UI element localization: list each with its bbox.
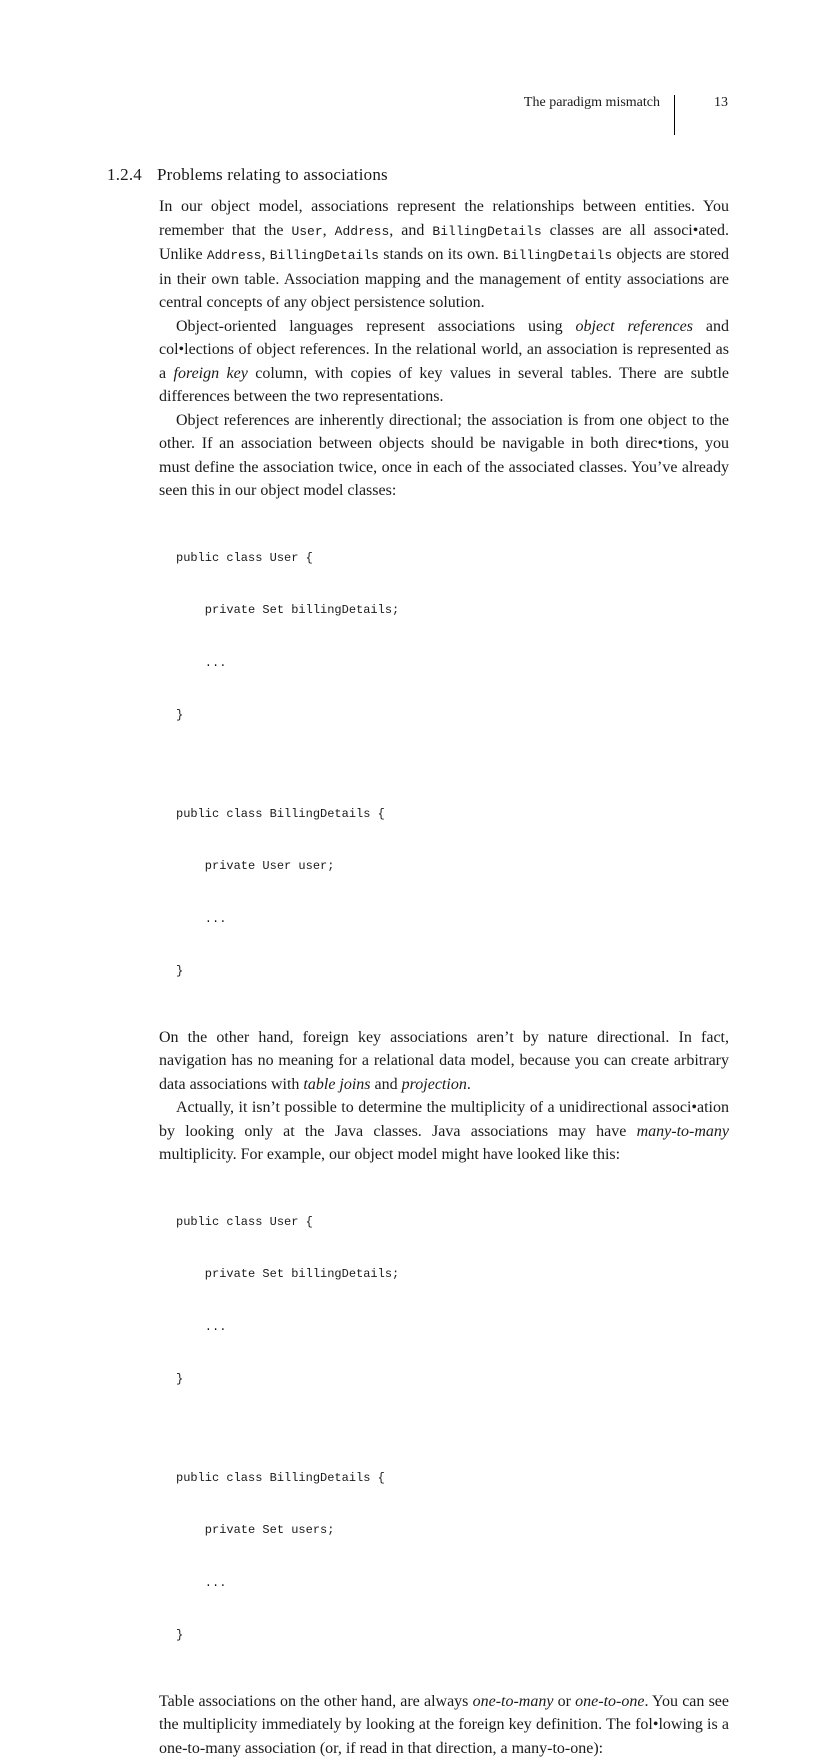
text-run: . You can see the multiplicity immediately by looking at the foreign key definition. The fol•lowing is a one-to-many association (or, if read in that direction, a many-to-one): [159,1693,729,1757]
code-line: ... [176,911,729,929]
text-run: , [323,222,335,239]
code-listing-2 [176,1179,729,1680]
code-line: private Set users; [176,1522,729,1540]
text-run: multiplicity. For example, our object model might have looked like this: [159,1146,620,1163]
header-divider [674,95,675,135]
text-run: . [467,1076,471,1093]
emphasis-term: one-to-one [575,1693,644,1710]
paragraph-5 [159,1096,729,1167]
emphasis-term: many-to-many [637,1123,729,1140]
text-run: On the other hand, foreign key associations aren’t by nature directional. In fact, navigation has no meaning for a relational data model, because you can create arbitrary data associations with [159,1029,729,1093]
text-run: objects are stored in their own table. Association mapping and the management of entity associations are central concepts of any object persistence solution. [159,246,729,311]
emphasis-term: object references [576,318,693,335]
code-line: public class User { [176,550,729,568]
text-run: or [553,1693,575,1710]
text-run: Object-oriented languages represent associations using [176,318,576,335]
code-line: } [176,707,729,725]
code-line: ... [176,1575,729,1593]
code-line: public class User { [176,1214,729,1232]
code-term: Address [335,224,390,239]
code-term: User [291,224,322,239]
paragraph-4 [159,1026,729,1097]
text-run: and col•lections of object references. In the relational world, an association is represented as a [159,318,729,382]
code-line: } [176,1371,729,1389]
emphasis-term: projection [402,1076,467,1093]
section-heading [107,165,388,185]
code-line: public class BillingDetails { [176,806,729,824]
text-run: stands on its own. [379,246,503,263]
emphasis-term: foreign key [174,365,248,382]
text-run: classes are all associ•ated. Unlike [159,222,729,264]
running-header-title: The paradigm mismatch [470,95,660,111]
text-run: Actually, it isn’t possible to determine the multiplicity of a unidirectional associ•ation by looking only at the Java classes. Java associations may have [159,1099,729,1140]
code-term: BillingDetails [503,248,612,263]
page-number: 13 [680,95,728,111]
emphasis-term: table joins [303,1076,370,1093]
text-run: column, with copies of key values in several tables. There are subtle differences between the two representations. [159,365,729,406]
code-line: } [176,1627,729,1645]
body-text [159,195,729,1760]
code-line: private Set billingDetails; [176,602,729,620]
code-line: public class BillingDetails { [176,1470,729,1488]
text-run: , and [389,222,432,239]
text-run: , [261,246,269,263]
code-term: BillingDetails [270,248,379,263]
code-line: } [176,963,729,981]
emphasis-term: one-to-many [473,1693,554,1710]
paragraph-3: Object references are inherently directional; the association is from one object to the other. If an association between objects should be navigable in both direc•tions, you must define the association twice, once in each of the associated classes. You’ve already seen this in our object model classes: [159,409,729,503]
code-line: private Set billingDetails; [176,1266,729,1284]
code-line: ... [176,655,729,673]
section-number: 1.2.4 [107,165,157,185]
text-run: In our object model, associations represent the relationships between entities. You remember that the [159,198,729,239]
text-run: Table associations on the other hand, are always [159,1693,473,1710]
code-line: private User user; [176,858,729,876]
text-run: and [371,1076,402,1093]
code-line: ... [176,1319,729,1337]
paragraph-1 [159,195,729,315]
paragraph-6 [159,1690,729,1760]
section-title: Problems relating to associations [157,165,388,184]
code-term: Address [207,248,262,263]
code-term: BillingDetails [432,224,541,239]
paragraph-2 [159,315,729,409]
code-listing-1 [176,515,729,1016]
